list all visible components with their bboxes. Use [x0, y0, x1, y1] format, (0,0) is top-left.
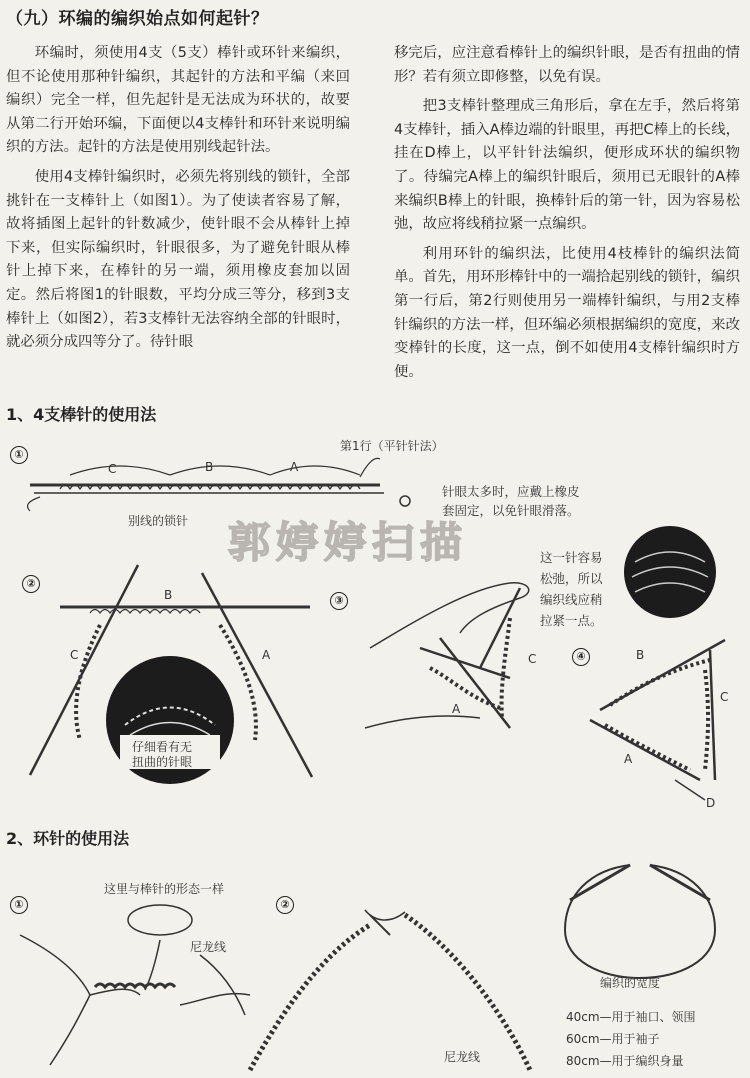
loose-note-line1: 这一针容易	[540, 550, 603, 565]
size-item: 40cm—用于袖口、领围	[566, 1010, 696, 1024]
needle-label-c: C	[70, 648, 79, 662]
circular-needle-figure-2	[240, 905, 540, 1075]
needle-label-c: C	[720, 690, 729, 704]
needle-label-a: A	[290, 460, 299, 474]
figure-number: ②	[276, 896, 294, 914]
figure-number: ①	[10, 896, 28, 914]
paragraph: 环编时，须使用4支（5支）棒针或环针来编织，但不论使用那种针编织，其起针的方法和平编（来回编织）完全一样，但先起针是无法成为环状的，故要从第二行开始环编，下面便以4支棒针和环针来说明编织的方法。起针的方法是使用别线起针法。	[6, 45, 350, 156]
loose-note-line4: 拉紧一点。	[540, 613, 603, 628]
twist-note-line2: 扭曲的针眼	[132, 755, 193, 769]
circular-needle-diagram	[560, 860, 720, 980]
scanner-watermark: 郭婷婷扫描	[228, 518, 469, 567]
paragraph: 移完后，应注意看棒针上的编织针眼，是否有扭曲的情形？若有须立即修整，以免有误。	[394, 45, 740, 85]
left-text-column	[6, 42, 350, 361]
chain-label: 别线的锁针	[128, 514, 189, 528]
rubber-note-line2: 套固定，以免针眼滑落。	[442, 503, 580, 518]
figure-4-illustration	[580, 620, 730, 810]
circular-needle-figure-1	[20, 895, 260, 1065]
right-text-column	[394, 42, 740, 390]
loose-note-line3: 编织线应稍	[540, 592, 603, 607]
width-label: 编织的宽度	[600, 976, 661, 990]
needle-label-a: A	[452, 702, 461, 716]
paragraph: 利用环针的编织法，比使用4枝棒针的编织法简单。首先，用环形棒针中的一端拾起别线的锁针，编织第一行后，第2行则使用另一端棒针编织，与用2支棒针编织的方法一样，但环编必须根据编织的宽度，来改变棒针的长度，这一点，倒不如使用4支棒针编织时方便。	[394, 245, 740, 380]
nylon-label: 尼龙线	[190, 940, 227, 954]
rubber-note-line1: 针眼太多时，应戴上橡皮	[442, 484, 580, 499]
figure-number: ③	[330, 592, 348, 610]
needle-label-c: C	[108, 462, 117, 476]
same-shape-note: 这里与棒针的形态一样	[104, 882, 225, 896]
section-heading: 1、4支棒针的使用法	[6, 405, 157, 424]
size-item: 80cm—用于编织身量	[566, 1054, 684, 1068]
needle-label-a: A	[624, 752, 633, 766]
paragraph: 把3支棒针整理成三角形后，拿在左手，然后将第4支棒针，插入A棒边端的针眼里，再把C棒上的长线，挂在D棒上，以平针针法编织，便形成环状的编织物了。待编完A棒上的编织针眼后，须用已无眼针的A棒来编织B棒上的针眼，换棒针后的第一针，因为容易松弛，故应将线稍拉紧一点编织。	[394, 98, 740, 233]
paragraph: 使用4支棒针编织时，必须先将别线的锁针，全部挑针在一支棒针上（如图1）。为了使读者容易了解，故将插图上起针的针数减少，使针眼不会从棒针上掉下来，但实际编织时，针眼很多，为了避免针眼从棒针上掉下来，在棒针的另一端，须用橡皮套加以固定。然后将图1的针眼数，平均分成三等分，移到3支棒针上（如图2），若3支棒针无法容纳全部的针眼时，就必须分成四等分了。待针眼	[6, 168, 350, 351]
needle-label-b: B	[205, 460, 214, 474]
section-heading: 2、环针的使用法	[6, 829, 130, 848]
figure-1-illustration	[20, 455, 420, 515]
needle-label-d: D	[706, 796, 716, 810]
twist-note-line1: 仔细看有无	[132, 740, 193, 754]
needle-label-b: B	[164, 588, 173, 602]
size-item: 60cm—用于袖子	[566, 1032, 660, 1046]
page-title: （九）环编的编织始点如何起针？	[6, 9, 269, 29]
figure-number: ①	[10, 446, 28, 464]
row-label: 第1行（平针针法）	[340, 439, 444, 453]
figure-number: ②	[22, 575, 40, 593]
needle-label-a: A	[262, 648, 271, 662]
figure-4-detail-circle	[620, 522, 720, 622]
figure-number: ④	[572, 648, 590, 666]
loose-note-line2: 松弛，所以	[540, 571, 603, 586]
needle-label-c: C	[528, 652, 537, 666]
needle-label-b: B	[636, 648, 645, 662]
nylon-label: 尼龙线	[444, 1050, 481, 1064]
